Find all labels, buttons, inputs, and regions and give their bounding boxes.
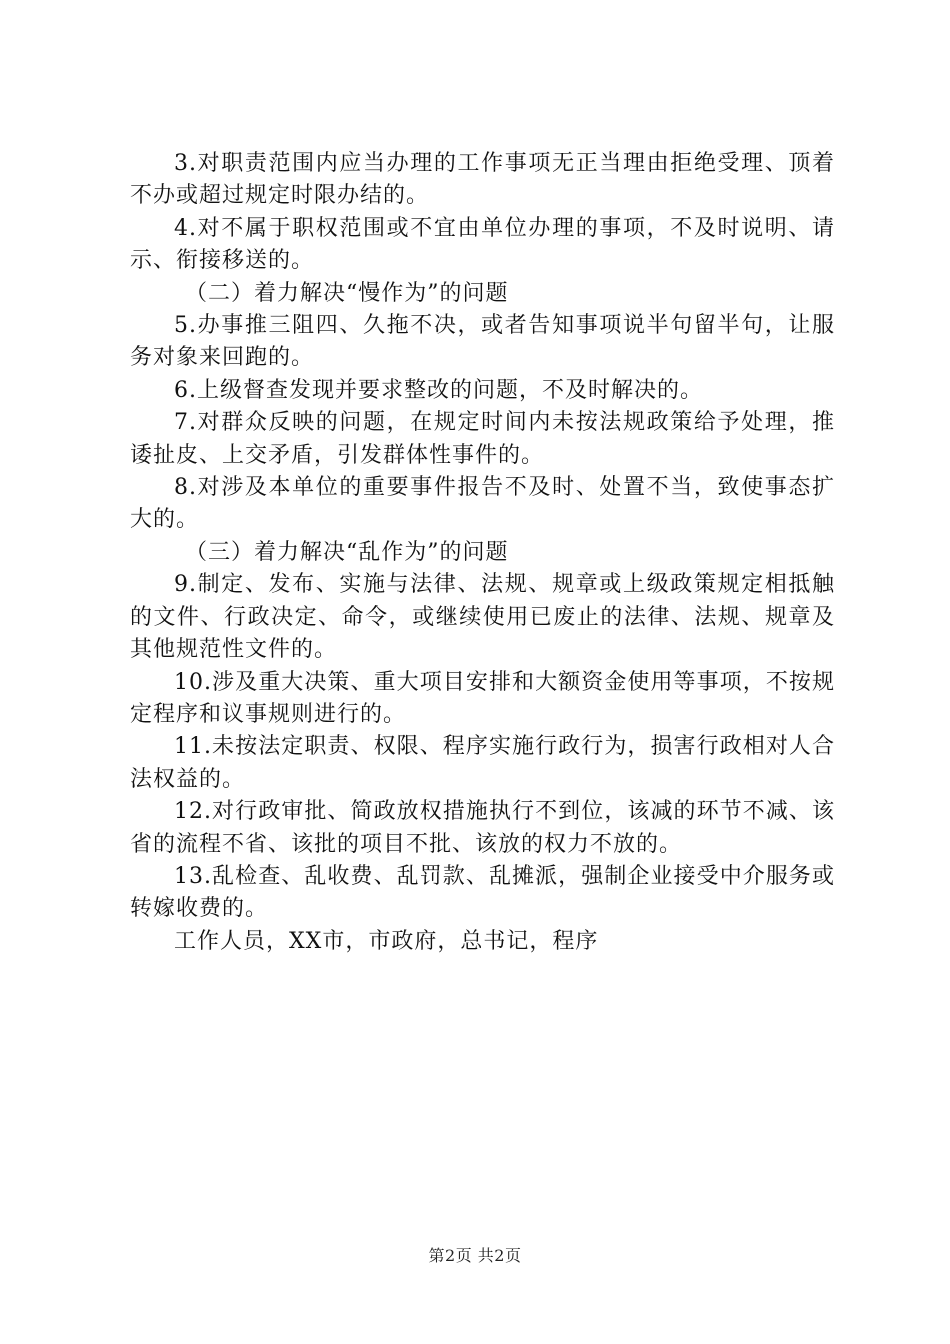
item-12-paragraph: 12.对行政审批、简政放权措施执行不到位，该减的环节不减、该省的流程不省、该批的项目不批、该放的权力不放的。 [130,799,835,857]
item-7-paragraph: 7.对群众反映的问题，在规定时间内未按法规政策给予处理，推诿扯皮、上交矛盾，引发群体性事件的。 [130,410,835,468]
section-heading-slow-action: （二）着力解决“慢作为”的问题 [185,280,509,306]
page-number-label: 第2页 共2页 [428,1246,522,1265]
item-8-paragraph: 8.对涉及本单位的重要事件报告不及时、处置不当，致使事态扩大的。 [130,475,835,533]
item-3-paragraph: 3.对职责范围内应当办理的工作事项无正当理由拒绝受理、顶着不办或超过规定时限办结的。 [130,151,835,209]
section-heading-chaotic-action: （三）着力解决“乱作为”的问题 [185,539,509,565]
document-body [130,148,835,958]
item-6-paragraph: 6.上级督查发现并要求整改的问题，不及时解决的。 [174,377,703,403]
item-11-paragraph: 11.未按法定职责、权限、程序实施行政行为，损害行政相对人合法权益的。 [130,734,835,792]
item-10-paragraph: 10.涉及重大决策、重大项目安排和大额资金使用等事项，不按规定程序和议事规则进行的。 [130,669,835,727]
page-footer [0,1243,950,1266]
item-5-paragraph: 5.办事推三阻四、久拖不决，或者告知事项说半句留半句，让服务对象来回跑的。 [130,313,835,371]
item-9-paragraph: 9.制定、发布、实施与法律、法规、规章或上级政策规定相抵触的文件、行政决定、命令，或继续使用已废止的法律、法规、规章及其他规范性文件的。 [130,572,835,663]
item-4-paragraph: 4.对不属于职权范围或不宜由单位办理的事项，不及时说明、请示、衔接移送的。 [130,215,835,274]
keywords-line: 工作人员，XX市，市政府，总书记，程序 [174,928,599,954]
item-13-paragraph: 13.乱检查、乱收费、乱罚款、乱摊派，强制企业接受中介服务或转嫁收费的。 [130,863,835,922]
